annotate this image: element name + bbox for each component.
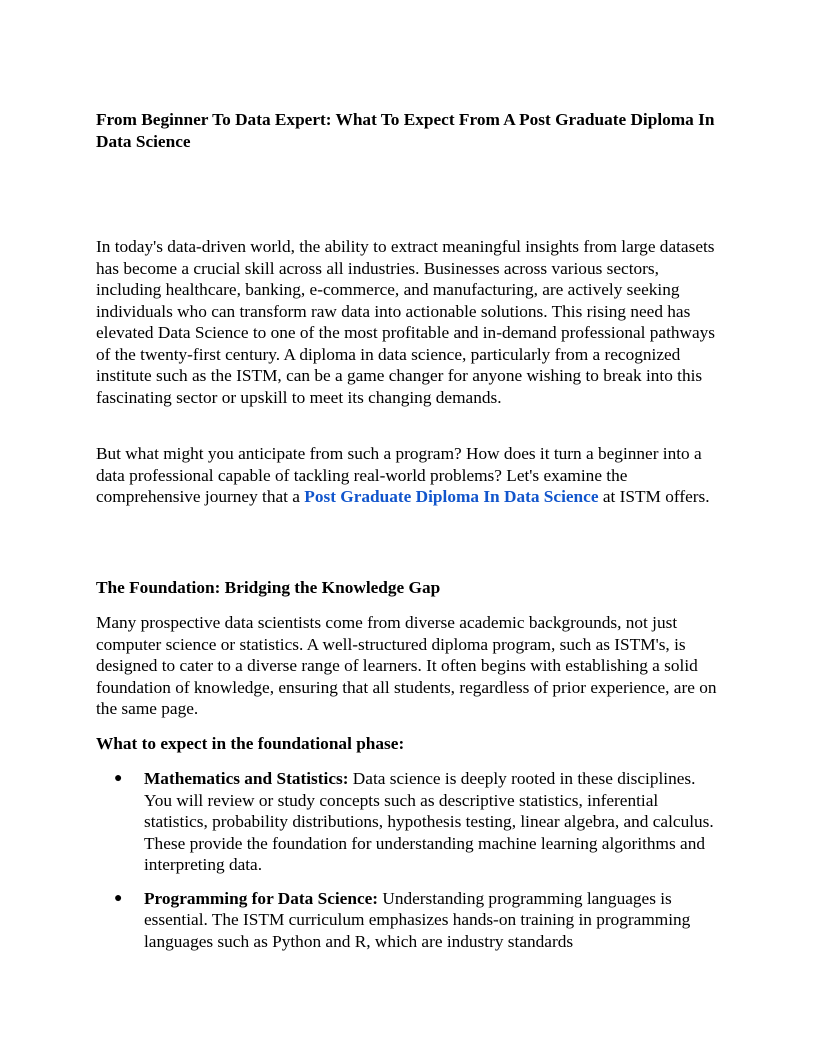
list-item-programming (96, 888, 720, 953)
foundation-heading: The Foundation: Bridging the Knowledge Gap (96, 578, 441, 597)
bullet-icon: ● (114, 890, 123, 906)
bullet-label: Programming for Data Science: (144, 888, 379, 908)
question-paragraph (96, 443, 720, 508)
document-title: From Beginner To Data Expert: What To Expect From A Post Graduate Diploma In Data Science (96, 110, 715, 151)
bullet-text: Data science is deeply rooted in these disciplines. You will review or study concepts such as descriptive statistics, inferential statistics, probability distributions, hypothesis testing, linear algebra, and calculus. These provide the foundation for understanding machine learning algorithms and interpreting data. (144, 769, 714, 874)
foundation-bullet-list (96, 768, 720, 952)
bullet-text: Understanding programming languages is essential. The ISTM curriculum emphasizes hands-on training in programming languages such as Python and R, which are industry standards (144, 888, 691, 951)
question-text-before-link: But what might you anticipate from such a program? How does it turn a beginner into a data professional capable of tackling real-world problems? Let's examine the comprehensive journey that a (96, 444, 702, 506)
list-item-mathematics (96, 768, 720, 876)
question-text-after-link: at ISTM offers. (598, 487, 710, 506)
bullet-label: Mathematics and Statistics: (144, 769, 349, 788)
expect-heading: What to expect in the foundational phase: (96, 734, 405, 753)
diploma-link[interactable]: Post Graduate Diploma In Data Science (304, 487, 599, 506)
bullet-icon: ● (114, 771, 123, 786)
intro-paragraph: In today's data-driven world, the ability to extract meaningful insights from large datasets has become a crucial skill across all industries. Businesses across various sectors, including healthcare, banking, e-commerce, and manufacturing, are actively seeking individuals who can transform raw data into actionable solutions. This rising need has elevated Data Science to one of the most profitable and in-demand professional pathways of the twenty-first century. A diploma in data science, particularly from a recognized institute such as the ISTM, can be a game changer for anyone wishing to break into this fascinating sector or upskill to meet its changing demands. (96, 237, 716, 407)
foundation-paragraph: Many prospective data scientists come from diverse academic backgrounds, not just computer science or statistics. A well-structured diploma program, such as ISTM's, is designed to cater to a diverse range of learners. It often begins with establishing a solid foundation of knowledge, ensuring that all students, regardless of prior experience, are on the same page. (96, 613, 717, 718)
